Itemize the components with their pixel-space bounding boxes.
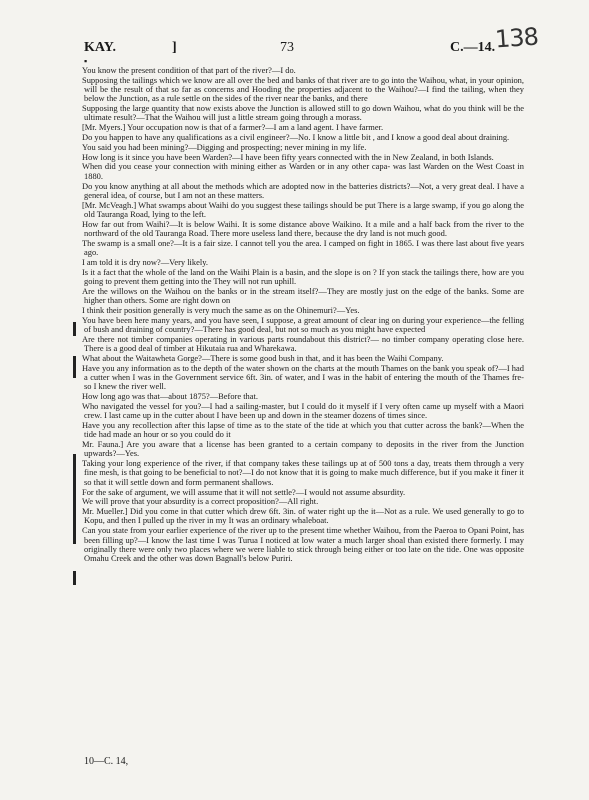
- testimony-paragraph: Taking your long experience of the river, if that company takes these tailings up at of 500 tons a day, treats them through a very fine mesh, is that going to be beneficial to not?—I do not know that it is going to make much difference, but if you make it finer it so that it will settle down and form permanent shallows.: [82, 458, 524, 487]
- witness-name: KAY.: [84, 40, 117, 55]
- document-reference: C.—14.: [450, 40, 496, 55]
- testimony-paragraph: Mr. Fauna.] Are you aware that a license has been granted to a certain company to deposits in the river from the Junction upwards?—Yes.: [82, 439, 524, 459]
- testimony-paragraph: How long is it since you have been Warden?—I have been fifty years connected with the in New Zealand, in both Islands.: [82, 151, 494, 162]
- margin-bar: [73, 322, 76, 336]
- testimony-paragraph: We will prove that your absurdity is a correct proposition?—All right.: [82, 496, 319, 507]
- testimony-body: [84, 66, 524, 564]
- testimony-paragraph: When did you cease your connection with mining either as Warden or in any other capa- was last Warden on the West Coast in 1880.: [82, 161, 524, 181]
- testimony-paragraph: Have you any information as to the depth of the water shown on the charts at the mouth Thames on the bank you speak of?—I had a cutter when I was in the Government service 6ft. 3in. of water, and I was in the habit of entering the mouth of the Thames fre- so I knew the river well.: [82, 362, 524, 392]
- testimony-paragraph: For the sake of argument, we will assume that it will not settle?—I would not assume absurdity.: [82, 486, 406, 497]
- testimony-paragraph: You have been here many years, and you have seen, I suppose, a great amount of clear ing on during your experience—the felling of bush and draining of country?—There has good deal, but not so much as you might have expected: [82, 314, 524, 335]
- margin-mark: ▪: [84, 56, 88, 66]
- testimony-paragraph: Are there not timber companies operating in various parts roundabout this district?— no timber company operating close here. There is a good deal of timber at Hikutaia rua and Wharekawa.: [82, 333, 524, 354]
- testimony-paragraph: [Mr. McVeagh.] What swamps about Waihi do you suggest these tailings should be put There is a large swamp, if you go along the old Tauranga Road, lying to the left.: [82, 199, 524, 219]
- page-footer: 10—C. 14,: [84, 756, 129, 767]
- testimony-paragraph: Is it a fact that the whole of the land on the Waihi Plain is a basin, and the slope is on ? If yon stack the tailings there, how are you going to prevent them getting into the They will not run uphill.: [82, 266, 524, 287]
- testimony-paragraph: Can you state from your earlier experience of the river up to the present time whether Waihou, from the Paeroa to Opani Point, has been filling up?—I know the last time I was Turua I noticed at low water a much larger shoal than existed there formerly. I may originally there were only two places where we were liable to stick through being either or too late on the tide. One was opposite Omahu Creek and the other was down Bagnall's below Puriri.: [82, 525, 524, 564]
- testimony-paragraph: You know the present condition of that part of the river?—I do.: [82, 65, 296, 75]
- page-number: 73: [280, 40, 294, 55]
- handwritten-page-number: 138: [494, 22, 539, 54]
- testimony-paragraph: I am told it is dry now?—Very likely.: [82, 256, 208, 267]
- testimony-paragraph: What about the Waitawheta Gorge?—There is some good bush in that, and it has been the Waihi Company.: [82, 352, 444, 363]
- testimony-paragraph: How long ago was that—about 1875?—Before that.: [82, 391, 258, 402]
- testimony-paragraph: Have you any recollection after this lapse of time as to the state of the tide at which you that cutter across the bank?—When the tide had made an hour or so you could do it: [82, 419, 524, 440]
- testimony-paragraph: Do you happen to have any qualifications as a civil engineer?—No. I know a little bit , and I know a good deal about draining.: [82, 132, 510, 143]
- margin-bar: [73, 571, 76, 585]
- testimony-paragraph: Supposing the tailings which we know are all over the bed and banks of that river are to go into the Waihou, what, in your opinion, will be the result of that so far as concerns and Hooding the properties adjacent to the Waihou?—I find the tailing, when they below the Junction, as a rule settle on the sides of the river near the banks, and there: [82, 74, 524, 104]
- testimony-paragraph: The swamp is a small one?—It is a fair size. I cannot tell you the area. I camped on fight in 1865. I was there last about five years ago.: [82, 237, 524, 258]
- testimony-paragraph: How far out from Waihi?—It is below Waihi. It is some distance above Waikino. It a mile and a half back from the river to the northward of the old Tauranga Road. There more useless land there, because the dry land is not much good.: [82, 218, 524, 239]
- margin-bar: [73, 454, 76, 544]
- testimony-paragraph: You said you had been mining?—Digging and prospecting; never mining in my life.: [82, 141, 367, 152]
- header-bracket: ]: [172, 40, 177, 55]
- testimony-paragraph: I think their position generally is very much the same as on the Ohinemuri?—Yes.: [82, 304, 360, 315]
- testimony-paragraph: [Mr. Myers.] Your occupation now is that of a farmer?—I am a land agent. I have farmer.: [82, 122, 384, 133]
- testimony-paragraph: Are the willows on the Waihou on the banks or in the stream itself?—They are mostly just on the edge of the banks. Some are higher than others. Some are right down on: [82, 285, 524, 306]
- testimony-paragraph: Who navigated the vessel for you?—I had a sailing-master, but I could do it myself if I very often came up myself with a Maori crew. I last came up in the cutter about I have been up and down in the steamer dozens of times since.: [82, 400, 524, 421]
- testimony-paragraph: Mr. Mueller.] Did you come in that cutter which drew 6ft. 3in. of water right up the it—Not as a rule. We used generally to go to Kopu, and then I pulled up the river in my It was an ordinary whaleboat.: [82, 506, 524, 526]
- margin-bar: [73, 356, 76, 378]
- testimony-paragraph: Supposing the large quantity that now exists above the Junction is allowed still to go down Waihou, what do you think will be the ultimate result?—That the Waihou will just a little stream going through a morass.: [82, 103, 524, 123]
- page-header: [0, 22, 589, 66]
- testimony-paragraph: Do you know anything at all about the methods which are adopted now in the batteries districts?—Not, a very great deal. I have a general idea, of course, but I am not an these matters.: [82, 180, 524, 200]
